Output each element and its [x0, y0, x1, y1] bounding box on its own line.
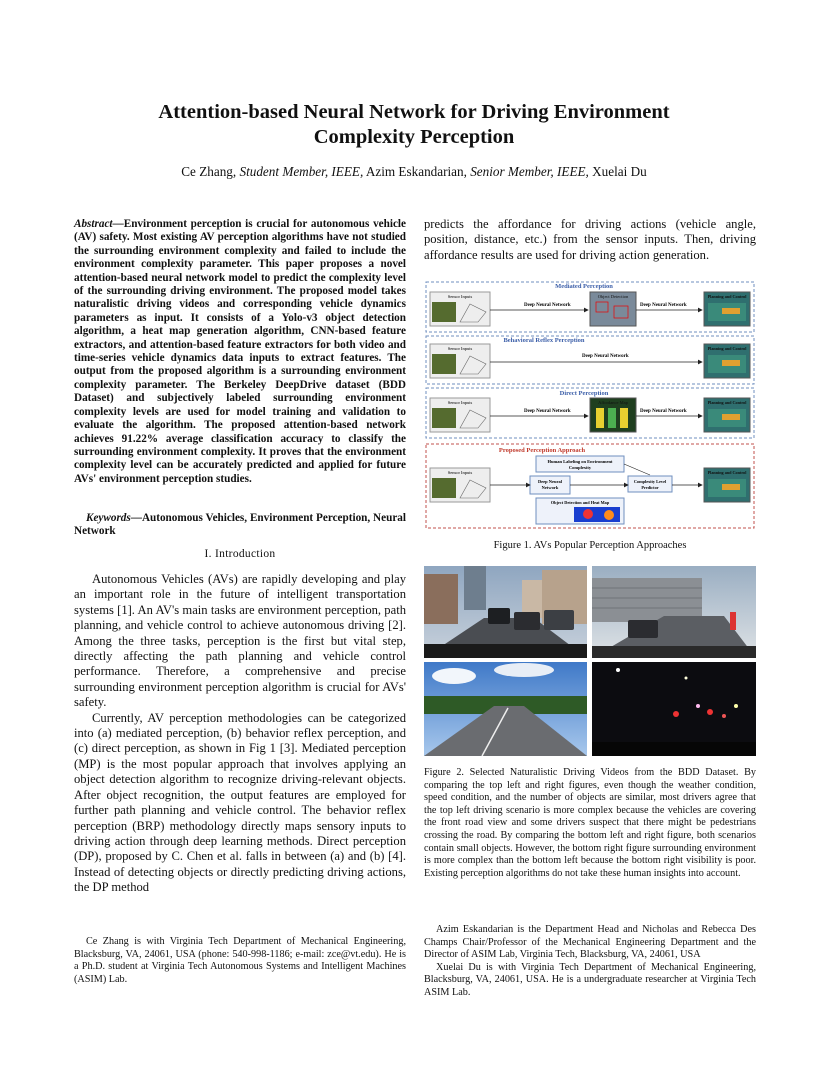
panel-title-mediated: Mediated Perception — [555, 283, 613, 290]
obj-det-label: Object Detection — [597, 294, 629, 299]
sensor-label-2: Sensor Inputs — [447, 346, 473, 351]
affordance-label: Affordance Map — [598, 400, 628, 405]
paper-title — [0, 100, 828, 150]
author-2-role: Senior Member, IEEE, — [470, 164, 589, 179]
abstract-text: —Environment perception is crucial for autonomous vehicle (AV) safety. Most existing AV perception algorithms have not studied the surrounding environment complexity and failed to include the environment complexity parameter. This paper proposes a novel attention-based neural network model to predict the complexity level of the surrounding driving environment. The proposed model takes naturalistic driving videos and corresponding vehicle dynamics parameters as input. It consists of a Yolo-v3 object detection algorithm, a heat map generation algorithm, CNN-based feature extractors, and attention-based feature extractors for both video and time-series vehicle dynamics data inputs to extract features. The output from the proposed algorithm is a surrounding environment complexity parameter. The Berkeley DeepDrive dataset (BDD Dataset) and subjectively labeled surrounding environment complexity levels are used for model training and validation to evaluate the algorithm. The proposed attention-based network achieves 91.22% average classification accuracy to classify the surrounding environment complexity. It proves that the environment complexity level can be accurately predicted and applied for future AVs' environment perception studies. — [74, 218, 406, 485]
planning-label-3: Planning and Control — [707, 400, 747, 405]
footnote-du: Xuelai Du is with Virginia Tech Department of Mechanical Engineering, Blacksburg, VA, 24061, USA. He is a undergraduate researcher at Virginia Tech ASIM Lab. — [424, 961, 756, 998]
keywords-text: —Autonomous Vehicles, Environment Perception, Neural Network — [74, 512, 406, 538]
panel-title-dp: Direct Perception — [559, 390, 609, 397]
dnn-label-4: Deep Neural Network — [524, 409, 571, 414]
dnn-label-5: Deep Neural Network — [640, 409, 687, 414]
sensor-label-1: Sensor Inputs — [447, 294, 473, 299]
introduction-body — [74, 572, 406, 896]
footnote-right — [424, 924, 756, 1000]
heatmap-label: Object Detection and Heat Map — [550, 500, 610, 505]
complexity-label-1: Complexity Level — [633, 479, 667, 484]
camera-thumb-3 — [432, 408, 456, 428]
figure-2-caption: Figure 2. Selected Naturalistic Driving Videos from the BDD Dataset. By comparing the top left and right figures, even though the weather condition, speed condition, and the number of objects are similar, most drivers agree that the top left driving scenario is more complex because the vehicles are covering the front road view and some drivers suspect that there might be pedestrians crossing the road. By comparing the bottom left and right figure, both scenarios contain small objects. However, the bottom right figure surrounding environment is more complex than the bottom left because the bottom right visibility is poor. Existing perception algorithms do not take these human insights into account. — [424, 767, 756, 879]
section-heading-introduction: I. Introduction — [204, 548, 276, 560]
footnote-eskandarian: Azim Eskandarian is the Department Head and Nicholas and Rebecca Des Champs Chair/Professor of the Mechanical Engineering Department and the Director of ASIM Lab, Virginia Tech, Blacksburg, VA, 24061, USA — [424, 924, 756, 961]
camera-thumb-1 — [432, 302, 456, 322]
keywords — [74, 512, 406, 539]
dnn-label-3: Deep Neural Network — [582, 354, 629, 359]
scene-top-right-bridge — [592, 566, 756, 658]
author-3: Xuelai Du — [588, 164, 647, 179]
intro-paragraph-1: Autonomous Vehicles (AVs) are rapidly developing and play an important role in the future of intelligent transportation systems [1]. An AV's main tasks are environment perception, path planning, and vehicle control to achieve autonomous driving [2]. Among the three tasks, perception is the first but vital step, directly affecting the path planning and vehicle control performance. Therefore, a comprehensive and precise surrounding environment perception algorithm is crucial for AVs' safety. — [74, 572, 406, 710]
dnn-short-1: Deep Neural — [537, 479, 563, 484]
keywords-label: Keywords — [86, 512, 131, 524]
dnn-label-2: Deep Neural Network — [640, 303, 687, 308]
sensor-label-4: Sensor Inputs — [447, 470, 473, 475]
dnn-label-1: Deep Neural Network — [524, 303, 571, 308]
perception-approaches-diagram — [424, 278, 756, 531]
author-2: Azim Eskandarian, — [363, 164, 471, 179]
figure-1-caption: Figure 1. AVs Popular Perception Approaches — [493, 540, 687, 551]
human-label-1: Human Labeling on Environment — [547, 459, 613, 464]
abstract-label: Abstract — [74, 218, 113, 230]
author-line — [0, 164, 828, 180]
figure-1-diagram — [424, 278, 756, 531]
author-1: Ce Zhang, — [181, 164, 240, 179]
figure-2-photos — [424, 566, 756, 756]
title-line-2: Complexity Perception — [313, 126, 515, 148]
footnote-left — [74, 936, 406, 986]
scene-bottom-left-highway — [424, 662, 587, 756]
camera-thumb-2 — [432, 354, 456, 374]
scene-top-left-urban — [424, 566, 587, 658]
sensor-label-3: Sensor Inputs — [447, 400, 473, 405]
abstract — [74, 218, 406, 486]
right-column-text: predicts the affordance for driving actions (vehicle angle, position, distance, etc.) from the sensor inputs. Then, driving affordance results are used for driving action generation. — [424, 217, 756, 262]
camera-thumb-4 — [432, 478, 456, 498]
title-line-1: Attention-based Neural Network for Driving Environment — [158, 101, 670, 123]
footnote-ce-zhang: Ce Zhang is with Virginia Tech Department of Mechanical Engineering, Blacksburg, VA, 24061, USA (phone: 540-998-1186; e-mail: zce@vt.edu). He is a Ph.D. student at Virginia Tech Autonomous Systems and Intelligent Machines (ASIM) Lab. — [74, 936, 406, 985]
complexity-label-2: Predictor — [641, 485, 659, 490]
panel-title-brp: Behavioral Reflex Perception — [503, 337, 585, 344]
planning-label-2: Planning and Control — [707, 346, 747, 351]
intro-paragraph-2: Currently, AV perception methodologies can be categorized into (a) mediated perception, (b) behavior reflex perception, and (c) direct perception, as shown in Fig 1 [3]. Mediated perception (MP) is the most popular approach that involves applying an object detection algorithm to recognize driving-relevant objects. After object recognition, the output features are employed for further path planning and vehicle control. The behavior reflex perception (BRP) methodology directly maps sensory inputs to driving action through deep learning methods. Direct perception (DP), proposed by C. Chen et al. falls in between (a) and (b) [4]. Instead of detecting objects or directly predicting driving actions, the DP method — [74, 710, 406, 895]
dnn-short-2: Network — [541, 485, 559, 490]
human-label-2: Complexity — [568, 465, 592, 470]
author-1-role: Student Member, IEEE, — [239, 164, 364, 179]
planning-label-4: Planning and Control — [707, 470, 747, 475]
bdd-driving-scenes — [424, 566, 756, 756]
scene-bottom-right-night — [592, 662, 756, 756]
planning-label-1: Planning and Control — [707, 294, 747, 299]
panel-title-proposed: Proposed Perception Approach — [498, 447, 586, 454]
